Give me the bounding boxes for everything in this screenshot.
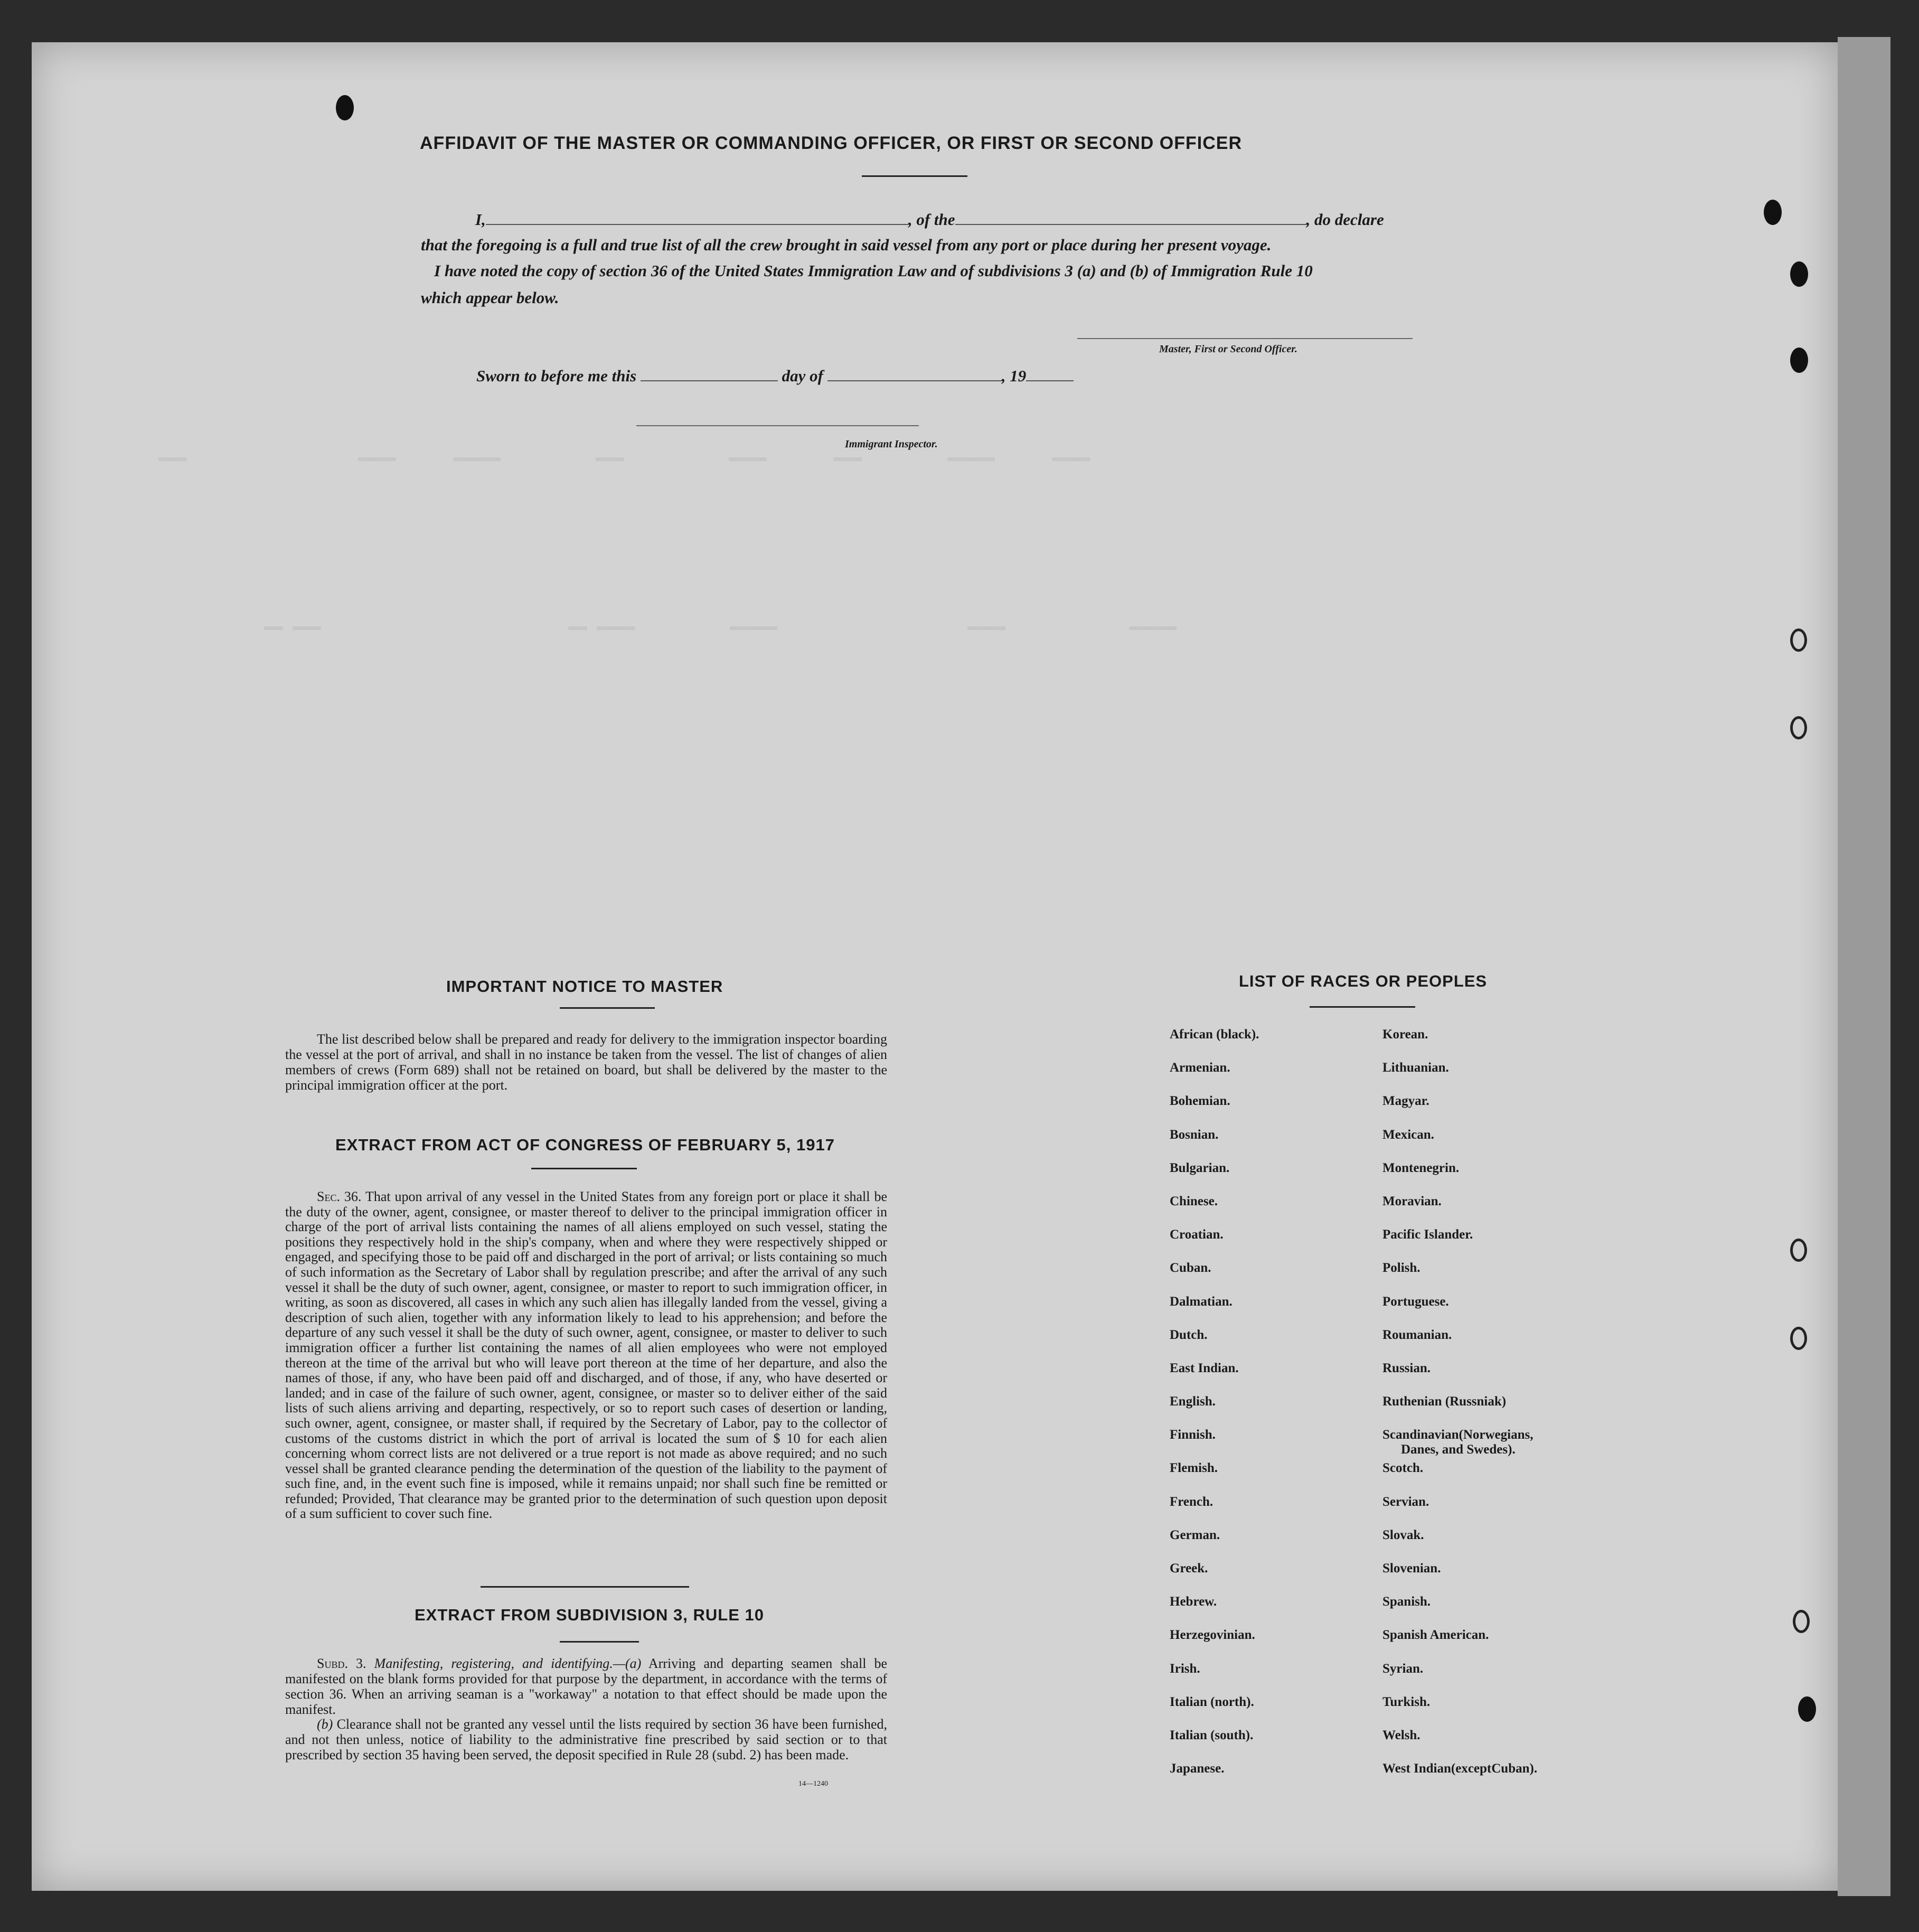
race-item: Dalmatian.	[1170, 1294, 1233, 1309]
rule-a-body: Arriving and departing seamen shall be manifested on the blank forms provided for that purpose by the department, in accordance with the terms of section 36. When an arriving seaman is a "workaway" a notation to that effect should be made upon the manifest.	[285, 1656, 888, 1717]
affidavit-line-1	[475, 210, 1384, 229]
punch-hole	[1790, 1239, 1807, 1262]
document-page	[32, 42, 1838, 1891]
divider	[531, 1168, 637, 1169]
rule-title: EXTRACT FROM SUBDIVISION 3, RULE 10	[415, 1606, 764, 1624]
race-item: Montenegrin.	[1382, 1160, 1460, 1175]
race-item: Servian.	[1382, 1494, 1429, 1509]
act-body: That upon arrival of any vessel in the United States from any foreign port or place it shall be the duty of the owner, agent, consignee, or master thereof to deliver to the principal immigration officer in charge of the port of arrival lists containing the names of all aliens employed on such vessel, stating the positions they respectively hold in the ship's company, when and where they were respectively shipped or engaged, and specifying those to be paid off and discharged in the port of arrival; or lists containing so much of such information as the Secretary of Labor shall by regulation prescribe; and after the arrival of any such vessel it shall be the duty of such owner, agent, consignee, or master to report to such immigration officer, in writing, as soon as discovered, all cases in which any such alien has illegally landed from the vessel, giving a description of such alien, together with any information likely to lead to his apprehension; and before the departure of any such vessel it shall be the duty of such owner, agent, consignee, or master to deliver to such immigration officer a further list containing the names of all alien employees who were not employed thereon at the time of the arrival but who will leave port thereon at the time of her departure, and also the names of those, if any, who have been paid off and discharged, and of those, if any, who have deserted or landed; and in case of the failure of such owner, agent, consignee, or master so to deliver either of the said lists of such aliens arriving and departing, respectively, or so to report such cases of desertion or landing, such owner, agent, consignee, or master shall, if required by the Secretary of Labor, pay to the collector of customs of the customs district in which the port of arrival is located the sum of $ 10 for each alien concerning whom correct lists are not delivered or a true report is not made as above required; and no such vessel shall be granted clearance pending the determination of the question of the liability to the payment of such fine, and, in the event such fine is imposed, while it remains unpaid; nor shall such fine be remitted or refunded; Provided, That clearance may be granted prior to the determination of such question upon deposit of a sum sufficient to cover such fine.	[285, 1189, 887, 1522]
race-item: Flemish.	[1170, 1461, 1218, 1476]
rule-subd-label: Subd. 3.	[317, 1656, 366, 1671]
race-item: Cuban.	[1170, 1261, 1211, 1276]
races-column-2	[1382, 1027, 1537, 1795]
vessel-blank[interactable]	[955, 224, 1306, 225]
race-item: Armenian.	[1170, 1061, 1230, 1075]
sworn-line	[476, 367, 1074, 386]
race-item: Bulgarian.	[1170, 1160, 1230, 1175]
day-blank[interactable]	[641, 380, 778, 381]
race-item: Polish.	[1382, 1261, 1421, 1276]
race-item: Moravian.	[1382, 1194, 1442, 1208]
divider	[1310, 1006, 1415, 1008]
race-item: West Indian(exceptCuban).	[1382, 1761, 1538, 1776]
race-item: Russian.	[1382, 1361, 1431, 1375]
race-item: Mexican.	[1382, 1127, 1434, 1142]
punch-hole	[1790, 629, 1807, 652]
divider	[481, 1586, 689, 1588]
form-number: 14—1240	[798, 1780, 828, 1788]
punch-hole	[1790, 261, 1808, 287]
race-item: Portuguese.	[1382, 1294, 1449, 1309]
race-item-line: Danes, and Swedes).	[1401, 1442, 1516, 1457]
race-item: East Indian.	[1170, 1361, 1239, 1375]
race-item: Italian (north).	[1170, 1694, 1254, 1709]
signature-label: Master, First or Second Officer.	[1159, 343, 1297, 355]
affidavit-line-4: which appear below.	[421, 288, 559, 307]
race-item: Bosnian.	[1170, 1127, 1219, 1142]
bleed-through-text: ▬▬▬ ▬▬▬▬ ▬▬▬▬▬ ▬▬▬ ▬▬▬▬ ▬▬▬ ▬▬▬▬▬ ▬▬▬▬	[158, 449, 1090, 467]
race-item: Irish.	[1170, 1661, 1200, 1676]
race-item: Ruthenian (Russniak)	[1382, 1394, 1507, 1409]
race-item-line: Scandinavian(Norwegians,	[1382, 1428, 1534, 1442]
year-blank[interactable]	[1026, 380, 1074, 381]
race-item: Italian (south).	[1170, 1728, 1254, 1742]
race-item: Spanish American.	[1382, 1628, 1489, 1643]
divider	[560, 1641, 639, 1643]
affidavit-title: AFFIDAVIT OF THE MASTER OR COMMANDING OFFICER, OR FIRST OR SECOND OFFICER	[420, 133, 1242, 153]
day-of-text: day of	[782, 367, 823, 385]
rule-text-a	[285, 1656, 887, 1717]
race-item: Welsh.	[1382, 1728, 1421, 1742]
rule-subd-heading: Manifesting, registering, and identifying.—(a)	[374, 1656, 642, 1671]
punch-hole	[1764, 200, 1782, 225]
affidavit-i: I,	[475, 210, 486, 229]
race-item: Magyar.	[1382, 1094, 1429, 1109]
punch-hole	[336, 95, 354, 120]
signature-line	[1077, 338, 1413, 339]
rule-text-b	[285, 1717, 887, 1762]
race-item: Syrian.	[1382, 1661, 1424, 1676]
race-item: Lithuanian.	[1382, 1061, 1449, 1075]
race-item: Finnish.	[1170, 1428, 1216, 1442]
race-item: African (black).	[1170, 1027, 1259, 1042]
affidavit-line-3: I have noted the copy of section 36 of the United States Immigration Law and of subdivisions 3 (a) and (b) of Immigration Rule 10	[434, 261, 1313, 280]
notice-title: IMPORTANT NOTICE TO MASTER	[446, 977, 723, 996]
bleed-through-text: ▬▬ ▬▬▬ ▬▬ ▬▬▬▬ ▬▬▬▬▬ ▬▬▬▬ ▬▬▬▬▬	[264, 618, 1177, 636]
inspector-signature-line	[636, 425, 919, 426]
race-item: German.	[1170, 1527, 1220, 1542]
race-item: Japanese.	[1170, 1761, 1225, 1776]
affidavit-declare: , do declare	[1306, 210, 1384, 229]
sworn-text: Sworn to before me this	[476, 367, 637, 385]
race-item: Scotch.	[1382, 1461, 1424, 1476]
race-item: Slovak.	[1382, 1527, 1424, 1542]
punch-hole	[1793, 1610, 1810, 1633]
race-item: Herzegovinian.	[1170, 1628, 1255, 1643]
race-item: Slovenian.	[1382, 1561, 1441, 1575]
race-item: Dutch.	[1170, 1327, 1208, 1342]
races-column-1	[1170, 1027, 1259, 1795]
affidavit-line-2: that the foregoing is a full and true list of all the crew brought in said vessel from any port or place during her present voyage.	[421, 236, 1272, 254]
race-item: Croatian.	[1170, 1227, 1224, 1242]
punch-hole	[1790, 716, 1807, 739]
divider	[862, 175, 967, 177]
race-item	[1382, 1428, 1537, 1461]
race-item: Korean.	[1382, 1027, 1428, 1042]
divider	[560, 1007, 655, 1009]
month-blank[interactable]	[827, 380, 1002, 381]
race-item: French.	[1170, 1494, 1214, 1509]
rule-b-body: Clearance shall not be granted any vessel until the lists required by section 36 have been furnished, and not then unless, notice of liability to the administrative fine prescribed by said section or to that prescribed by section 35 having been served, the deposit specified in Rule 28 (subd. 2) has been made.	[285, 1717, 887, 1762]
inspector-label: Immigrant Inspector.	[845, 438, 938, 450]
notice-text: The list described below shall be prepared and ready for delivery to the immigration inspector boarding the vessel at the port of arrival, and shall in no instance be taken from the vessel. The list of changes of alien members of crews (Form 689) shall not be retained on board, but shall be delivered by the master to the principal immigration officer at the port.	[285, 1031, 887, 1093]
race-item: Chinese.	[1170, 1194, 1218, 1208]
year-text: , 19	[1001, 367, 1027, 385]
punch-hole	[1790, 1327, 1807, 1350]
affidavit-of-the: , of the	[908, 210, 955, 229]
race-item: English.	[1170, 1394, 1216, 1409]
race-item: Spanish.	[1382, 1595, 1431, 1609]
race-item: Pacific Islander.	[1382, 1227, 1473, 1242]
name-blank[interactable]	[486, 224, 908, 225]
race-item: Roumanian.	[1382, 1327, 1452, 1342]
act-sec-label: Sec. 36.	[317, 1189, 362, 1204]
act-text	[285, 1189, 887, 1522]
race-item: Greek.	[1170, 1561, 1208, 1575]
race-item: Turkish.	[1382, 1694, 1431, 1709]
act-title: EXTRACT FROM ACT OF CONGRESS OF FEBRUARY 5, 1917	[335, 1136, 835, 1154]
page-edge	[1838, 37, 1890, 1896]
races-title: LIST OF RACES OR PEOPLES	[1239, 972, 1488, 990]
punch-hole	[1790, 348, 1808, 373]
race-item: Bohemian.	[1170, 1094, 1230, 1109]
punch-hole	[1798, 1696, 1816, 1722]
race-item: Hebrew.	[1170, 1595, 1217, 1609]
rule-b-label: (b)	[317, 1717, 333, 1732]
